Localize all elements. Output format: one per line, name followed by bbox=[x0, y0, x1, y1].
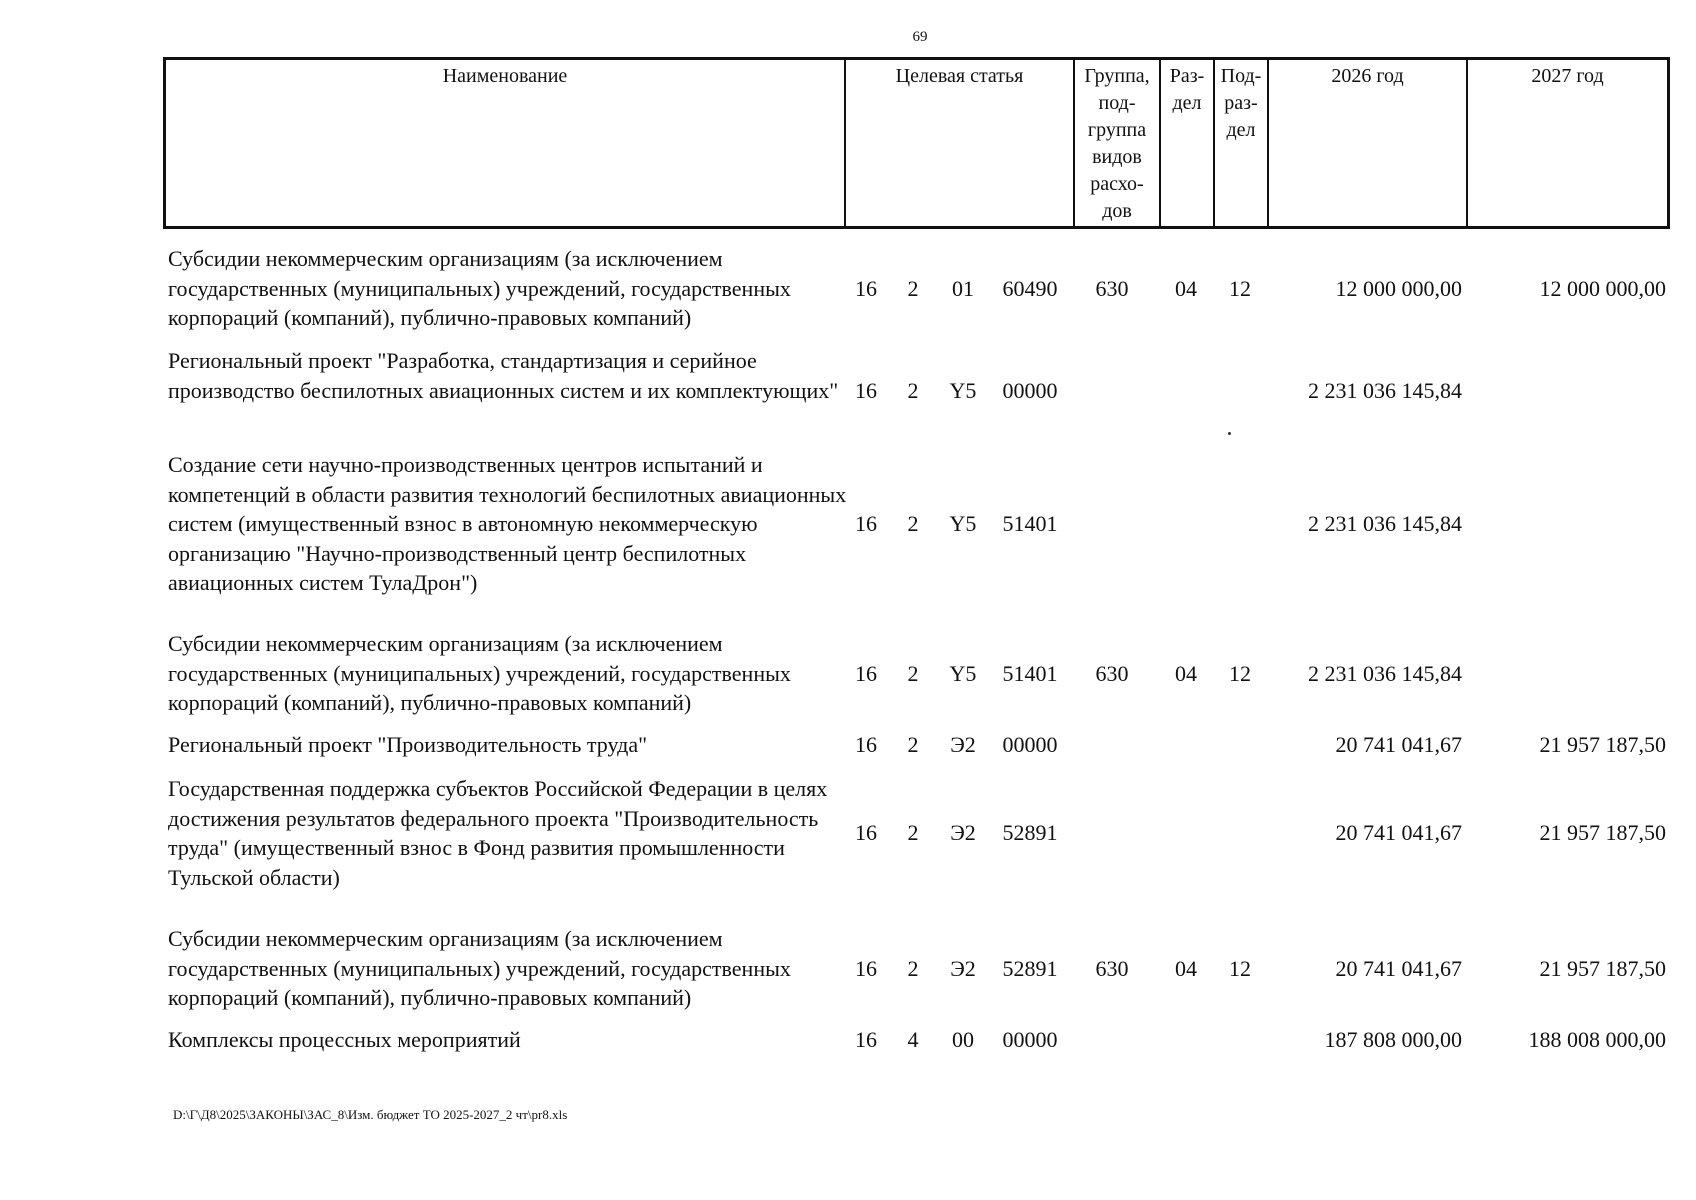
article-part-3: 01 bbox=[952, 275, 974, 301]
article-part-1: 16 bbox=[855, 377, 877, 403]
article-part-1: 16 bbox=[855, 732, 877, 757]
page-number: 69 bbox=[912, 29, 928, 45]
article-part-3: Э2 bbox=[950, 732, 976, 757]
article-part-1: 16 bbox=[855, 955, 877, 981]
row-name: Государственная поддержка субъектов Российской Федерации в целях достижения результатов федерального проекта "Производительность труда" (имущественный взнос в Фонд развития промышленности Тульской области) bbox=[168, 776, 828, 890]
article-part-2: 2 bbox=[907, 732, 919, 757]
article-part-1: 16 bbox=[855, 660, 877, 686]
row-name: Региональный проект "Производительность труда" bbox=[168, 732, 648, 757]
row-name: Субсидии некоммерческим организациям (за исключением государственных (муниципальных) учреждений, государственных корпораций (компаний), публично-правовых компаний) bbox=[168, 926, 791, 1010]
article-part-3: 00 bbox=[952, 1027, 974, 1052]
section-code: 04 bbox=[1175, 955, 1197, 981]
article-part-2: 4 bbox=[907, 1027, 919, 1052]
article-part-4: 00000 bbox=[1002, 1027, 1058, 1052]
article-part-2: 2 bbox=[907, 660, 919, 686]
amount-2027: 21 957 187,50 bbox=[1539, 820, 1666, 845]
article-part-4: 60490 bbox=[1002, 275, 1058, 301]
amount-2027: 21 957 187,50 bbox=[1539, 955, 1666, 981]
article-part-2: 2 bbox=[907, 511, 919, 536]
row-name: Субсидии некоммерческим организациям (за исключением государственных (муниципальных) учреждений, государственных корпораций (компаний), публично-правовых компаний) bbox=[168, 631, 791, 715]
table-row bbox=[0, 730, 1696, 760]
table-row bbox=[0, 244, 1696, 333]
group-code: 630 bbox=[1095, 275, 1129, 301]
amount-2027: 188 008 000,00 bbox=[1528, 1027, 1666, 1052]
article-part-2: 2 bbox=[907, 955, 919, 981]
article-part-4: 00000 bbox=[1002, 732, 1058, 757]
row-name: Создание сети научно-производственных центров испытаний и компетенций в области развития технологий беспилотных авиационных систем (имущественный взнос в автономную некоммерческую организацию "Научно-производственный центр беспилотных авиационных систем ТулаДрон") bbox=[168, 452, 847, 595]
article-part-3: Э2 bbox=[950, 820, 976, 845]
header-target-article: Целевая статья bbox=[846, 60, 1075, 226]
section-code: 04 bbox=[1175, 660, 1197, 686]
article-part-4: 00000 bbox=[1002, 377, 1058, 403]
table-header bbox=[163, 57, 1670, 229]
group-code: 630 bbox=[1095, 955, 1129, 981]
amount-2026: 20 741 041,67 bbox=[1335, 820, 1462, 845]
table-row bbox=[0, 629, 1696, 718]
table-row bbox=[0, 450, 1696, 598]
amount-2026: 20 741 041,67 bbox=[1335, 955, 1462, 981]
amount-2026: 2 231 036 145,84 bbox=[1308, 377, 1462, 403]
article-part-2: 2 bbox=[907, 377, 919, 403]
article-part-3: Y5 bbox=[949, 377, 977, 403]
subsection-code: 12 bbox=[1229, 275, 1251, 301]
article-part-1: 16 bbox=[855, 1027, 877, 1052]
article-part-4: 52891 bbox=[1002, 820, 1058, 845]
amount-2027: 12 000 000,00 bbox=[1539, 275, 1666, 301]
article-part-3: Э2 bbox=[950, 955, 976, 981]
amount-2026: 20 741 041,67 bbox=[1335, 732, 1462, 757]
file-path-footer: D:\Г\Д8\2025\ЗАКОНЫ\ЗАС_8\Изм. бюджет ТО 2025-2027_2 чт\pr8.xls bbox=[173, 1107, 568, 1122]
article-part-1: 16 bbox=[855, 275, 877, 301]
header-group: Группа, под- группа видов расхо- дов bbox=[1075, 60, 1161, 226]
group-code: 630 bbox=[1095, 660, 1129, 686]
article-part-3: Y5 bbox=[949, 511, 977, 536]
header-section: Раз- дел bbox=[1161, 60, 1215, 226]
row-name: Комплексы процессных мероприятий bbox=[168, 1027, 521, 1052]
row-name: Региональный проект "Разработка, стандартизация и серийное производство беспилотных авиационных систем и их комплектующих" bbox=[168, 348, 839, 403]
section-code: 04 bbox=[1175, 275, 1197, 301]
header-subsection: Под- раз- дел bbox=[1215, 60, 1269, 226]
table-row bbox=[0, 924, 1696, 1013]
header-name: Наименование bbox=[166, 60, 846, 226]
amount-2026: 12 000 000,00 bbox=[1335, 275, 1462, 301]
article-part-4: 51401 bbox=[1002, 511, 1058, 536]
subsection-code: 12 bbox=[1229, 955, 1251, 981]
article-part-4: 51401 bbox=[1002, 660, 1058, 686]
amount-2026: 187 808 000,00 bbox=[1324, 1027, 1462, 1052]
article-part-4: 52891 bbox=[1002, 955, 1058, 981]
amount-2027: 21 957 187,50 bbox=[1539, 732, 1666, 757]
article-part-2: 2 bbox=[907, 275, 919, 301]
subsection-code: 12 bbox=[1229, 660, 1251, 686]
table-row bbox=[0, 774, 1696, 892]
article-part-3: Y5 bbox=[949, 660, 977, 686]
table-row bbox=[0, 346, 1696, 435]
table-row bbox=[0, 1025, 1696, 1055]
header-year-2026: 2026 год bbox=[1269, 60, 1468, 226]
article-part-2: 2 bbox=[907, 820, 919, 845]
amount-2026: 2 231 036 145,84 bbox=[1308, 511, 1462, 536]
article-part-1: 16 bbox=[855, 511, 877, 536]
scan-speck bbox=[1228, 432, 1231, 435]
amount-2026: 2 231 036 145,84 bbox=[1308, 660, 1462, 686]
header-year-2027: 2027 год bbox=[1531, 65, 1604, 87]
row-name: Субсидии некоммерческим организациям (за исключением государственных (муниципальных) учреждений, государственных корпораций (компаний), публично-правовых компаний) bbox=[168, 246, 791, 330]
article-part-1: 16 bbox=[855, 820, 877, 845]
